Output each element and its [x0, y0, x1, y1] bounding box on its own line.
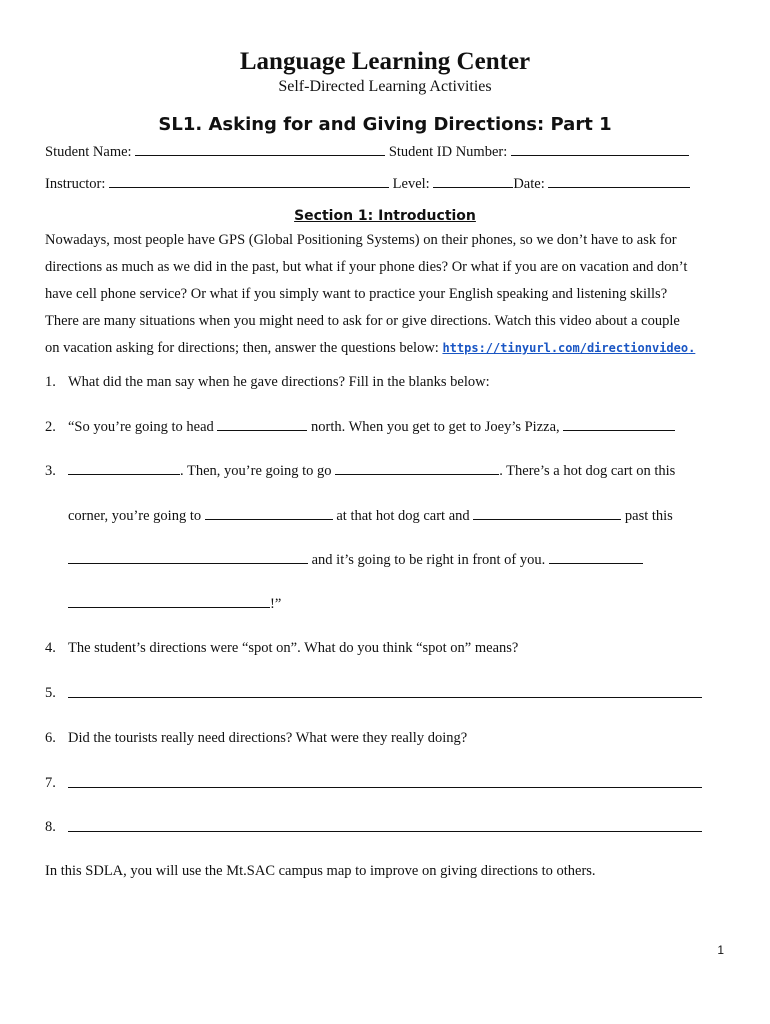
- instructor-blank[interactable]: [109, 175, 389, 188]
- student-id-label: Student ID Number:: [388, 144, 508, 160]
- page-number: 1: [717, 943, 724, 957]
- question-3-blank-1[interactable]: [68, 462, 180, 475]
- question-8-answer-line[interactable]: [68, 819, 702, 832]
- instructor-row: [45, 175, 701, 193]
- question-6-number: 6.: [45, 730, 56, 746]
- student-name-blank[interactable]: [135, 143, 385, 156]
- question-2-blank-1[interactable]: [217, 418, 307, 431]
- question-1-text: What did the man say when he gave directions? Fill in the blanks below:: [68, 374, 490, 390]
- instructor-label: Instructor:: [45, 176, 106, 192]
- intro-line-3: have cell phone service? Or what if you simply want to practice your English speaking and listening skills?: [45, 286, 668, 302]
- closing-note: In this SDLA, you will use the Mt.SAC campus map to improve on giving directions to others.: [45, 863, 596, 879]
- level-blank[interactable]: [433, 175, 513, 188]
- question-2-number: 2.: [45, 419, 56, 435]
- intro-line-4: There are many situations when you might need to ask for or give directions. Watch this video about a couple: [45, 313, 680, 329]
- center-title: Language Learning Center: [239, 48, 531, 75]
- question-1: [45, 374, 490, 391]
- student-id-blank[interactable]: [511, 143, 689, 156]
- question-7-answer-line[interactable]: [68, 775, 702, 788]
- question-5-answer-line[interactable]: [68, 685, 702, 698]
- question-4-text: The student’s directions were “spot on”. What do you think “spot on” means?: [68, 640, 519, 656]
- activity-heading: SL1. Asking for and Giving Directions: Part 1: [158, 114, 612, 135]
- question-4: [45, 640, 518, 657]
- question-3-blank-2[interactable]: [335, 462, 499, 475]
- question-3-line-2-text-a: corner, you’re going to: [68, 508, 202, 524]
- question-3-text-a: . Then, you’re going to go: [180, 463, 332, 479]
- date-blank[interactable]: [548, 175, 690, 188]
- question-5-number: 5.: [45, 685, 56, 701]
- question-2-text-a: “So you’re going to head: [68, 419, 214, 435]
- question-3-blank-4[interactable]: [473, 507, 621, 520]
- question-2: [45, 418, 675, 436]
- question-3-blank-7[interactable]: [68, 595, 270, 608]
- video-link-period: .: [688, 341, 696, 355]
- question-3-line-3: [68, 551, 643, 569]
- intro-line-5: [45, 340, 725, 357]
- question-3: [45, 462, 675, 480]
- question-3-blank-5[interactable]: [68, 551, 308, 564]
- question-3-blank-6[interactable]: [549, 551, 643, 564]
- section-title: Section 1: Introduction: [294, 208, 476, 224]
- question-1-number: 1.: [45, 374, 56, 390]
- question-3-line-2-text-b: at that hot dog cart and: [336, 508, 470, 524]
- intro-line-5-text: on vacation asking for directions; then, answer the questions below:: [45, 340, 439, 356]
- level-label: Level:: [392, 176, 430, 192]
- student-info-row: [45, 143, 701, 161]
- question-3-closing-quote: !”: [270, 596, 282, 612]
- question-3-number: 3.: [45, 463, 56, 479]
- question-4-number: 4.: [45, 640, 56, 656]
- question-3-text-b: . There’s a hot dog cart on this: [499, 463, 676, 479]
- intro-line-2: directions as much as we did in the past, but what if your phone dies? Or what if you are on vacation and don’t: [45, 259, 688, 275]
- date-label: Date:: [513, 176, 545, 192]
- intro-line-1: Nowadays, most people have GPS (Global Positioning Systems) on their phones, so we don’t have to ask for: [45, 232, 677, 248]
- question-6: [45, 730, 467, 747]
- question-7-number: 7.: [45, 775, 56, 791]
- student-name-label: Student Name:: [45, 144, 132, 160]
- question-2-text-b: north. When you get to get to Joey’s Pizza,: [311, 419, 560, 435]
- question-8-number: 8.: [45, 819, 56, 835]
- question-3-line-4: [68, 595, 281, 613]
- question-6-text: Did the tourists really need directions? What were they really doing?: [68, 730, 468, 746]
- question-3-line-2-text-c: past this: [624, 508, 673, 524]
- question-3-line-3-text: and it’s going to be right in front of you.: [311, 552, 546, 568]
- center-subtitle: Self-Directed Learning Activities: [278, 78, 492, 95]
- question-3-line-2: [68, 507, 673, 525]
- video-link[interactable]: https://tinyurl.com/directionvideo: [442, 341, 689, 355]
- question-3-blank-3[interactable]: [205, 507, 333, 520]
- question-2-blank-2[interactable]: [563, 418, 675, 431]
